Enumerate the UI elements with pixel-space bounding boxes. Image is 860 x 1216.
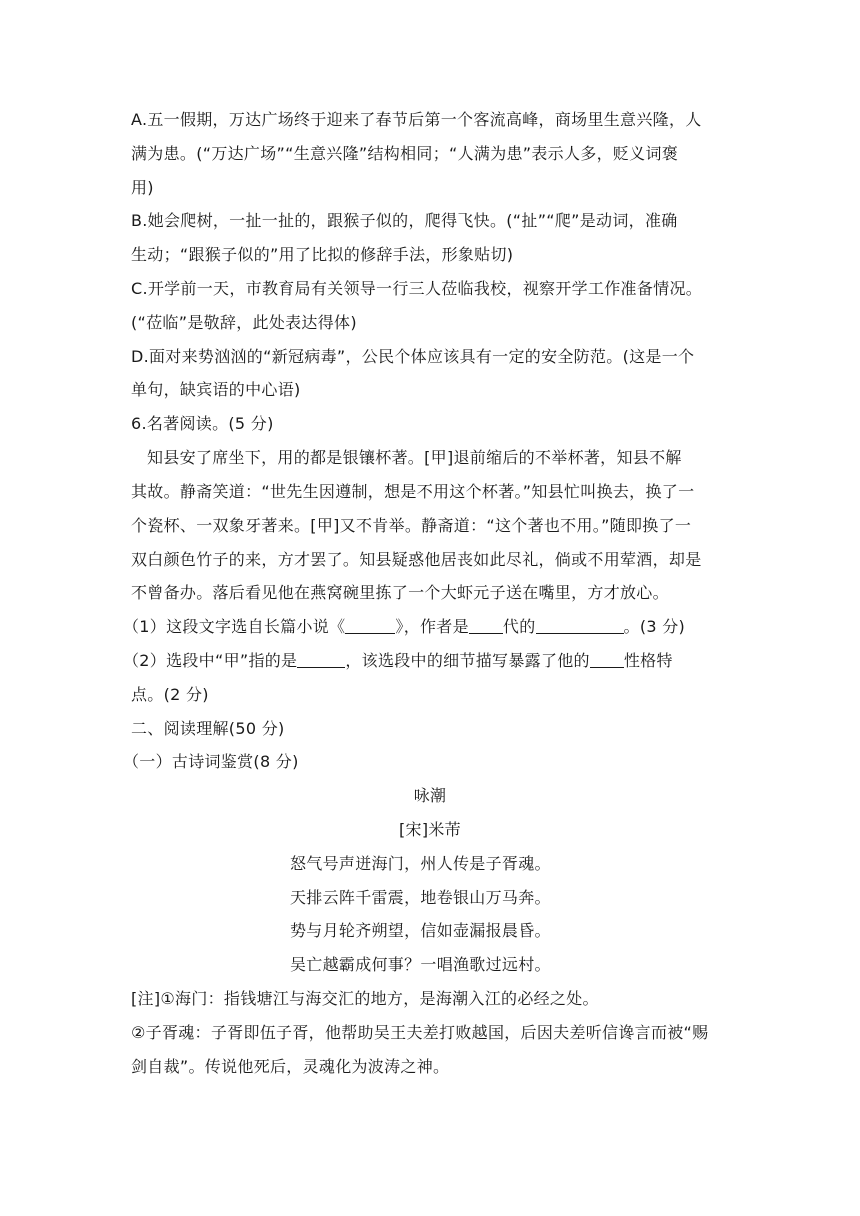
subquestion-1: [123, 615, 685, 639]
option-b-line-2: 生动；“跟猴子似的”用了比拟的修辞手法，形象贴切): [131, 245, 514, 264]
jia-person-blank[interactable]: [297, 649, 345, 668]
question-6-heading: 6.名著阅读。(5 分): [131, 414, 274, 433]
note-line-2: ②子胥魂：子胥即伍子胥，他帮助吴王夫差打败越国，后因夫差听信谗言而被“赐: [131, 1023, 709, 1042]
poem-title: 咏潮: [413, 786, 447, 805]
passage-line-4: 双白颜色竹子的来，方才罢了。知县疑惑他居丧如此尽礼，倘或不用荤酒，却是: [131, 550, 702, 569]
poem-line-4: 吴亡越霸成何事？一唱渔歌过远村。: [290, 955, 551, 974]
section-2-1-heading: （一）古诗词鉴赏(8 分): [123, 752, 299, 771]
subquestion-2-text-b: ，该选段中的细节描写暴露了他的: [345, 651, 590, 670]
note-line-1: [注]①海门：指钱塘江与海交汇的地方，是海潮入江的必经之处。: [131, 989, 599, 1008]
poem-line-3: 势与月轮齐朔望，信如壶漏报晨昏。: [290, 921, 551, 940]
character-trait-blank[interactable]: [590, 649, 624, 668]
passage-line-1: 知县安了席坐下，用的都是银镶杯著。[甲]退前缩后的不举杯著，知县不解: [147, 448, 682, 467]
passage-line-5: 不曾备办。落后看见他在燕窝碗里拣了一个大虾元子送在嘴里，方才放心。: [131, 583, 669, 602]
subquestion-1-text-b: 》，作者是: [395, 617, 469, 636]
subquestion-2-text-c: 性格特: [623, 651, 673, 670]
book-title-blank[interactable]: [345, 615, 395, 634]
subquestion-2-line-2: 点。(2 分): [131, 685, 209, 704]
poem-author: [宋]米芾: [399, 820, 461, 839]
note-line-3: 剑自裁”。传说他死后，灵魂化为波涛之神。: [131, 1057, 450, 1076]
option-d-line-1: D.面对来势汹汹的“新冠病毒”，公民个体应该具有一定的安全防范。(这是一个: [131, 347, 695, 366]
subquestion-1-text-a: （1）这段文字选自长篇小说《: [123, 617, 346, 636]
section-2-heading: 二、阅读理解(50 分): [131, 719, 285, 738]
option-c-line-1: C.开学前一天，市教育局有关领导一行三人莅临我校，视察开学工作准备情况。: [131, 279, 703, 298]
passage-line-2: 其故。静斋笑道：“世先生因遵制，想是不用这个杯著。”知县忙叫换去，换了一: [131, 482, 695, 501]
option-c-line-2: (“莅临”是敬辞，此处表达得体): [131, 313, 357, 332]
author-blank[interactable]: [536, 615, 624, 634]
poem-line-2: 天排云阵千雷震，地卷银山万马奔。: [290, 888, 551, 907]
subquestion-2: [123, 649, 673, 673]
poem-line-1: 怒气号声迸海门，州人传是子胥魂。: [290, 854, 551, 873]
passage-line-3: 个瓷杯、一双象牙著来。[甲]又不肯举。静斋道：“这个著也不用。”随即换了一: [131, 516, 692, 535]
option-a-line-1: A.五一假期，万达广场终于迎来了春节后第一个客流高峰，商场里生意兴隆，人: [131, 110, 702, 129]
option-a-line-3: 用): [131, 178, 154, 197]
subquestion-1-text-c: 代的: [502, 617, 536, 636]
dynasty-blank[interactable]: [469, 615, 503, 634]
option-b-line-1: B.她会爬树，一扯一扯的，跟猴子似的，爬得飞快。(“扯”“爬”是动词，准确: [131, 211, 678, 230]
subquestion-2-text-a: （2）选段中“甲”指的是: [123, 651, 298, 670]
option-a-line-2: 满为患。(“万达广场”“生意兴隆”结构相同；“人满为患”表示人多，贬义词褒: [131, 144, 679, 163]
option-d-line-2: 单句，缺宾语的中心语): [131, 380, 301, 399]
subquestion-1-text-d: 。(3 分): [623, 617, 686, 636]
